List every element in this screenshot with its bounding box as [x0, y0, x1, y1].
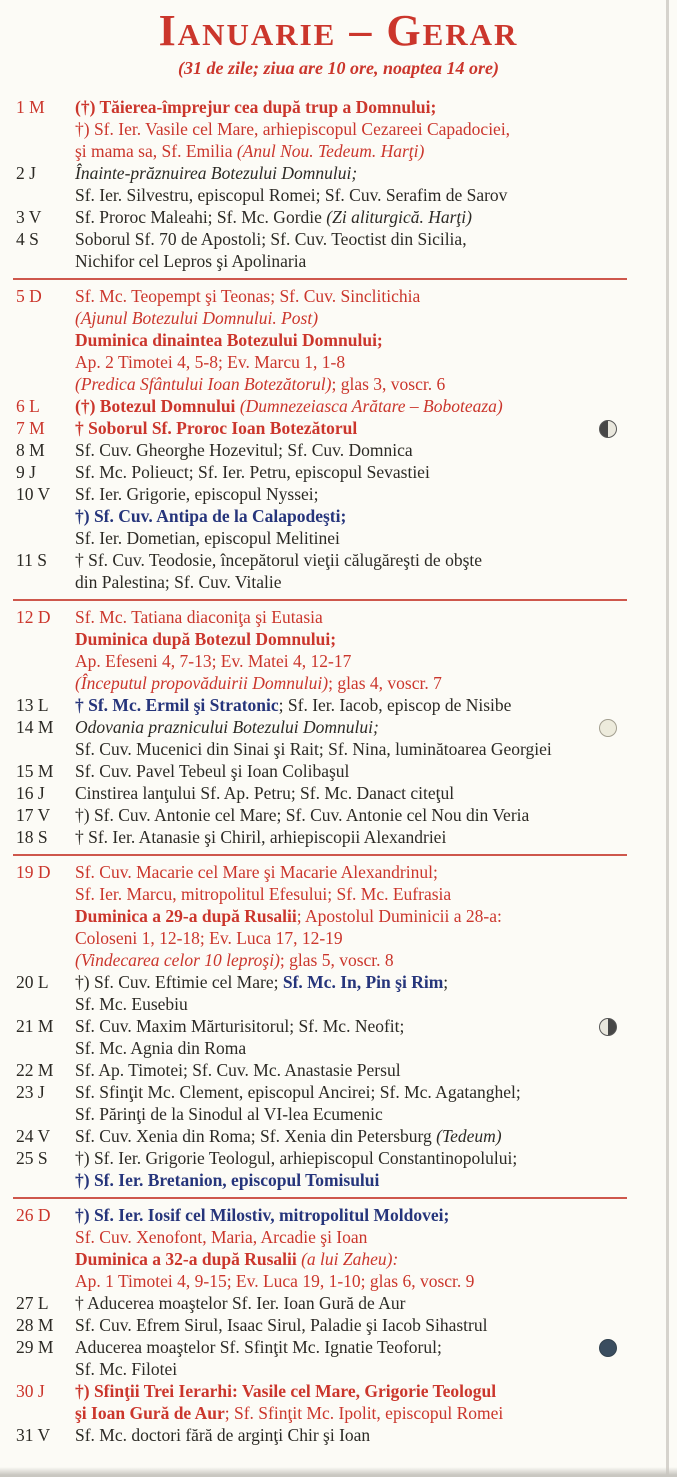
entry-line: [75, 417, 677, 439]
text-segment: †) Sf. Ier. Vasile cel Mare, arhiepiscopul Cezareei Capadociei,: [75, 119, 511, 139]
entry-line: [75, 373, 677, 395]
day-label: 11 S: [16, 550, 47, 570]
text-segment: Coloseni 1, 12-18; Ev. Luca 17, 12-19: [75, 928, 343, 948]
entry-line: [75, 1292, 677, 1314]
day-content: [75, 549, 677, 593]
calendar-day-row: [0, 1015, 677, 1059]
text-segment: şi mama sa, Sf. Emilia: [75, 141, 237, 161]
calendar-day-row: [0, 439, 677, 461]
entry-line: [75, 228, 677, 250]
entry-line: [75, 993, 677, 1015]
text-segment: Sf. Mc. doctori fără de arginţi Chir şi Ioan: [75, 1425, 371, 1445]
entry-line: [75, 1103, 677, 1125]
entry-line: [75, 1358, 677, 1380]
day-content: [75, 206, 677, 228]
text-segment: Sf. Mc. Filotei: [75, 1359, 178, 1379]
calendar-day-row: [0, 1059, 677, 1081]
day-content: [75, 1380, 677, 1424]
text-segment: Sf. Ier. Silvestru, episcopul Romei; Sf. Cuv. Serafim de Sarov: [75, 185, 508, 205]
text-segment: (Zi aliturgică. Harţi): [326, 207, 472, 227]
day-label: 27 L: [16, 1293, 49, 1313]
entry-line: [75, 1015, 677, 1037]
day-content: [75, 417, 677, 439]
entry-line: [75, 949, 677, 971]
entry-line: [75, 861, 677, 883]
text-segment: Cinstirea lanţului Sf. Ap. Petru; Sf. Mc. Danact citeţul: [75, 783, 455, 803]
day-content: [75, 1424, 677, 1446]
day-label: 13 L: [16, 695, 49, 715]
text-segment: Sf. Mc. In, Pin şi Rim: [282, 972, 444, 992]
entry-line: [75, 140, 677, 162]
day-label: 30 J: [16, 1381, 45, 1401]
text-segment: din Palestina; Sf. Cuv. Vitalie: [75, 572, 282, 592]
calendar-day-row: [0, 861, 677, 971]
entry-line: [75, 184, 677, 206]
entry-line: [75, 439, 677, 461]
entry-line: [75, 760, 677, 782]
entry-line: [75, 1037, 677, 1059]
entry-line: [75, 1270, 677, 1292]
text-segment: Înainte-prăznuirea Botezului Domnului;: [75, 163, 358, 183]
day-content: [75, 1204, 677, 1292]
entry-line: [75, 250, 677, 272]
text-segment: ;: [443, 972, 449, 992]
entry-line: [75, 672, 677, 694]
day-label: 17 V: [16, 805, 51, 825]
text-segment: (Începutul propovăduirii Domnului): [75, 673, 329, 693]
text-segment: ; glas 4, voscr. 7: [328, 673, 442, 693]
day-content: [75, 1292, 677, 1314]
entry-line: [75, 782, 677, 804]
day-content: [75, 1015, 677, 1059]
text-segment: †) Sf. Ier. Grigorie Teologul, arhiepiscopul Constantinopolului;: [75, 1148, 518, 1168]
entry-line: [75, 1169, 677, 1191]
entry-line: [75, 804, 677, 826]
entry-line: [75, 628, 677, 650]
entry-line: [75, 1125, 677, 1147]
day-content: [75, 439, 677, 461]
entry-line: [75, 1147, 677, 1169]
day-label: 16 J: [16, 783, 45, 803]
entry-line: [75, 285, 677, 307]
entry-line: [75, 1402, 677, 1424]
text-segment: Sf. Ier. Dometian, episcopul Melitinei: [75, 528, 340, 548]
calendar-day-row: [0, 395, 677, 417]
entry-line: [75, 1380, 677, 1402]
text-segment: Sf. Cuv. Mucenici din Sinai şi Rait; Sf. Nina, luminătoarea Georgiei: [75, 739, 552, 759]
text-segment: Sf. Cuv. Efrem Sirul, Isaac Sirul, Paladie şi Iacob Sihastrul: [75, 1315, 488, 1335]
day-content: [75, 96, 677, 162]
week-separator: [13, 278, 627, 280]
calendar-day-row: [0, 285, 677, 395]
text-segment: (Tedeum): [436, 1126, 502, 1146]
entry-line: [75, 96, 677, 118]
text-segment: şi Ioan Gură de Aur: [75, 1403, 225, 1423]
day-content: [75, 483, 677, 549]
calendar-day-row: [0, 716, 677, 760]
text-segment: Sf. Mc. Teopempt şi Teonas; Sf. Cuv. Sinclitichia: [75, 286, 421, 306]
entry-line: [75, 905, 677, 927]
text-segment: Ap. 2 Timotei 4, 5-8; Ev. Marcu 1, 1-8: [75, 352, 346, 372]
day-label: 19 D: [16, 862, 51, 882]
text-segment: † Sf. Cuv. Teodosie, începătorul vieţii călugăreşti de obşte: [75, 550, 483, 570]
entry-line: [75, 329, 677, 351]
text-segment: Sf. Cuv. Maxim Mărturisitorul; Sf. Mc. Neofit;: [75, 1016, 405, 1036]
day-label: 25 S: [16, 1148, 48, 1168]
moon-first-quarter-icon: [599, 420, 617, 438]
text-segment: Sf. Mc. Eusebiu: [75, 994, 188, 1014]
day-label: 15 M: [16, 761, 54, 781]
text-segment: †) Sf. Cuv. Antipa de la Calapodeşti;: [75, 506, 347, 526]
day-content: [75, 285, 677, 395]
text-segment: Sf. Mc. Polieuct; Sf. Ier. Petru, episcopul Sevastiei: [75, 462, 430, 482]
day-content: [75, 716, 677, 760]
text-segment: Sf. Cuv. Xenofont, Maria, Arcadie şi Ioan: [75, 1227, 368, 1247]
day-label: 18 S: [16, 827, 48, 847]
calendar-day-row: [0, 228, 677, 272]
calendar-day-row: [0, 549, 677, 593]
day-content: [75, 1081, 677, 1125]
entry-line: [75, 549, 677, 571]
entry-line: [75, 395, 677, 417]
entry-line: [75, 1424, 677, 1446]
page-edge-line: [666, 0, 669, 1477]
entry-line: [75, 483, 677, 505]
text-segment: Sf. Cuv. Xenia din Roma; Sf. Xenia din Petersburg: [75, 1126, 437, 1146]
text-segment: (a lui Zaheu):: [301, 1249, 399, 1269]
day-label: 1 M: [16, 97, 45, 117]
calendar-day-row: [0, 782, 677, 804]
text-segment: †) Sf. Ier. Iosif cel Milostiv, mitropolitul Moldovei;: [75, 1205, 450, 1225]
moon-new-icon: [599, 1339, 617, 1357]
calendar-day-row: [0, 1380, 677, 1424]
text-segment: Sf. Cuv. Macarie cel Mare şi Macarie Alexandrinul;: [75, 862, 438, 882]
text-segment: ; glas 3, voscr. 6: [331, 374, 446, 394]
day-label: 20 L: [16, 972, 49, 992]
text-segment: (Anul Nou. Tedeum. Harţi): [236, 141, 425, 161]
text-segment: Sf. Cuv. Gheorghe Hozevitul; Sf. Cuv. Domnica: [75, 440, 413, 460]
day-content: [75, 1147, 677, 1191]
calendar-day-row: [0, 206, 677, 228]
text-segment: Ap. Efeseni 4, 7-13; Ev. Matei 4, 12-17: [75, 651, 352, 671]
text-segment: Duminica după Botezul Domnului;: [75, 629, 337, 649]
text-segment: (Predica Sfântului Ioan Botezătorul): [75, 374, 332, 394]
text-segment: Nichifor cel Lepros şi Apolinaria: [75, 251, 307, 271]
day-label: 10 V: [16, 484, 51, 504]
calendar-day-row: [0, 1125, 677, 1147]
calendar-day-row: [0, 606, 677, 694]
calendar-day-row: [0, 804, 677, 826]
text-segment: Sf. Ier. Marcu, mitropolitul Efesului; Sf. Mc. Eufrasia: [75, 884, 452, 904]
text-segment: Duminica dinaintea Botezului Domnului;: [75, 330, 383, 350]
day-content: [75, 606, 677, 694]
text-segment: Aducerea moaştelor Sf. Sfinţit Mc. Ignatie Teoforul;: [75, 1337, 442, 1357]
text-segment: † Sf. Ier. Atanasie şi Chiril, arhiepiscopii Alexandriei: [75, 827, 447, 847]
entry-line: [75, 971, 677, 993]
text-segment: Sf. Sfinţit Mc. Clement, episcopul Ancirei; Sf. Mc. Agatanghel;: [75, 1082, 521, 1102]
text-segment: Duminica a 29-a după Rusalii: [75, 906, 297, 926]
page-subtitle: (31 de zile; ziua are 10 ore, noaptea 14 ore): [178, 58, 499, 78]
text-segment: (Dumnezeiasca Arătare – Boboteaza): [239, 396, 503, 416]
calendar-day-row: [0, 826, 677, 848]
entry-line: [75, 694, 677, 716]
calendar-day-row: [0, 1424, 677, 1446]
entry-line: [75, 1059, 677, 1081]
day-content: [75, 461, 677, 483]
day-content: [75, 1336, 677, 1380]
week-separator: [13, 854, 627, 856]
entry-line: [75, 505, 677, 527]
calendar-day-row: [0, 1336, 677, 1380]
page-title: Ianuarie – Gerar: [158, 6, 519, 55]
entry-line: [75, 1081, 677, 1103]
text-segment: (†) Botezul Domnului: [75, 396, 240, 416]
page-bottom-shadow: [0, 1467, 677, 1477]
entry-line: [75, 826, 677, 848]
day-content: [75, 228, 677, 272]
calendar-day-row: [0, 1204, 677, 1292]
day-label: 4 S: [16, 229, 39, 249]
text-segment: Sf. Părinţi de la Sinodul al VI-lea Ecumenic: [75, 1104, 383, 1124]
day-label: 8 M: [16, 440, 45, 460]
entry-line: [75, 1248, 677, 1270]
text-segment: Sf. Ier. Grigorie, episcopul Nyssei;: [75, 484, 319, 504]
calendar-day-row: [0, 1081, 677, 1125]
text-segment: Sf. Ap. Timotei; Sf. Cuv. Mc. Anastasie Persul: [75, 1060, 401, 1080]
calendar-day-row: [0, 483, 677, 549]
text-segment: Odovania praznicului Botezului Domnului;: [75, 717, 379, 737]
day-content: [75, 760, 677, 782]
text-segment: Sf. Mc. Tatiana diaconiţa şi Eutasia: [75, 607, 323, 627]
text-segment: Soborul Sf. 70 de Apostoli; Sf. Cuv. Teoctist din Sicilia,: [75, 229, 467, 249]
entry-line: [75, 206, 677, 228]
day-content: [75, 1059, 677, 1081]
entry-line: [75, 738, 677, 760]
day-content: [75, 395, 677, 417]
moon-last-quarter-icon: [599, 1018, 617, 1036]
day-label: 31 V: [16, 1425, 51, 1445]
day-label: 24 V: [16, 1126, 51, 1146]
day-content: [75, 971, 677, 1015]
entry-line: [75, 461, 677, 483]
text-segment: ; Apostolul Duminicii a 28-a:: [296, 906, 502, 926]
text-segment: †) Sf. Ier. Bretanion, episcopul Tomisului: [75, 1170, 380, 1190]
text-segment: Sf. Cuv. Pavel Tebeul şi Ioan Colibaşul: [75, 761, 350, 781]
day-label: 3 V: [16, 207, 42, 227]
text-segment: (Ajunul Botezului Domnului. Post): [75, 308, 319, 328]
calendar-day-row: [0, 971, 677, 1015]
day-label: 14 M: [16, 717, 54, 737]
text-segment: ; Sf. Sfinţit Mc. Ipolit, episcopul Romei: [224, 1403, 504, 1423]
entry-line: [75, 606, 677, 628]
day-content: [75, 804, 677, 826]
calendar-day-row: [0, 417, 677, 439]
calendar-day-row: [0, 96, 677, 162]
entry-line: [75, 1314, 677, 1336]
text-segment: Sf. Proroc Maleahi; Sf. Mc. Gordie: [75, 207, 327, 227]
day-label: 23 J: [16, 1082, 45, 1102]
entry-line: [75, 1336, 677, 1358]
day-label: 28 M: [16, 1315, 54, 1335]
entry-line: [75, 162, 677, 184]
text-segment: Ap. 1 Timotei 4, 9-15; Ev. Luca 19, 1-10; glas 6, voscr. 9: [75, 1271, 475, 1291]
day-label: 26 D: [16, 1205, 51, 1225]
entry-line: [75, 351, 677, 373]
entry-line: [75, 307, 677, 329]
day-label: 7 M: [16, 418, 45, 438]
day-label: 21 M: [16, 1016, 54, 1036]
text-segment: ; glas 5, voscr. 8: [279, 950, 394, 970]
calendar-day-row: [0, 1314, 677, 1336]
day-label: 6 L: [16, 396, 40, 416]
day-content: [75, 861, 677, 971]
entry-line: [75, 1204, 677, 1226]
calendar-day-row: [0, 760, 677, 782]
text-segment: †) Sf. Cuv. Antonie cel Mare; Sf. Cuv. Antonie cel Nou din Veria: [75, 805, 530, 825]
text-segment: ; Sf. Ier. Iacob, episcop de Nisibe: [278, 695, 512, 715]
calendar-entries: [0, 96, 677, 1446]
entry-line: [75, 527, 677, 549]
moon-full-icon: [599, 719, 617, 737]
day-content: [75, 782, 677, 804]
entry-line: [75, 883, 677, 905]
text-segment: † Sf. Mc. Ermil şi Stratonic: [75, 695, 279, 715]
text-segment: (†) Tăierea-împrejur cea după trup a Domnului;: [75, 97, 437, 117]
text-segment: †) Sfinţii Trei Ierarhi: Vasile cel Mare, Grigorie Teologul: [75, 1381, 497, 1401]
entry-line: [75, 1226, 677, 1248]
day-label: 9 J: [16, 462, 36, 482]
calendar-day-row: [0, 1147, 677, 1191]
entry-line: [75, 118, 677, 140]
text-segment: Sf. Mc. Agnia din Roma: [75, 1038, 247, 1058]
day-label: 5 D: [16, 286, 42, 306]
day-content: [75, 826, 677, 848]
day-content: [75, 694, 677, 716]
day-label: 2 J: [16, 163, 36, 183]
calendar-day-row: [0, 1292, 677, 1314]
entry-line: [75, 716, 677, 738]
text-segment: † Soborul Sf. Proroc Ioan Botezătorul: [75, 418, 358, 438]
day-content: [75, 1125, 677, 1147]
day-label: 22 M: [16, 1060, 54, 1080]
day-content: [75, 1314, 677, 1336]
week-separator: [13, 599, 627, 601]
text-segment: (Vindecarea celor 10 leproşi): [75, 950, 280, 970]
calendar-day-row: [0, 162, 677, 206]
day-label: 12 D: [16, 607, 51, 627]
week-separator: [13, 1197, 627, 1199]
entry-line: [75, 571, 677, 593]
text-segment: † Aducerea moaştelor Sf. Ier. Ioan Gură de Aur: [75, 1293, 406, 1313]
day-label: 29 M: [16, 1337, 54, 1357]
day-content: [75, 162, 677, 206]
text-segment: †) Sf. Cuv. Eftimie cel Mare;: [75, 972, 283, 992]
calendar-day-row: [0, 461, 677, 483]
calendar-day-row: [0, 694, 677, 716]
entry-line: [75, 927, 677, 949]
entry-line: [75, 650, 677, 672]
text-segment: Duminica a 32-a după Rusalii: [75, 1249, 302, 1269]
